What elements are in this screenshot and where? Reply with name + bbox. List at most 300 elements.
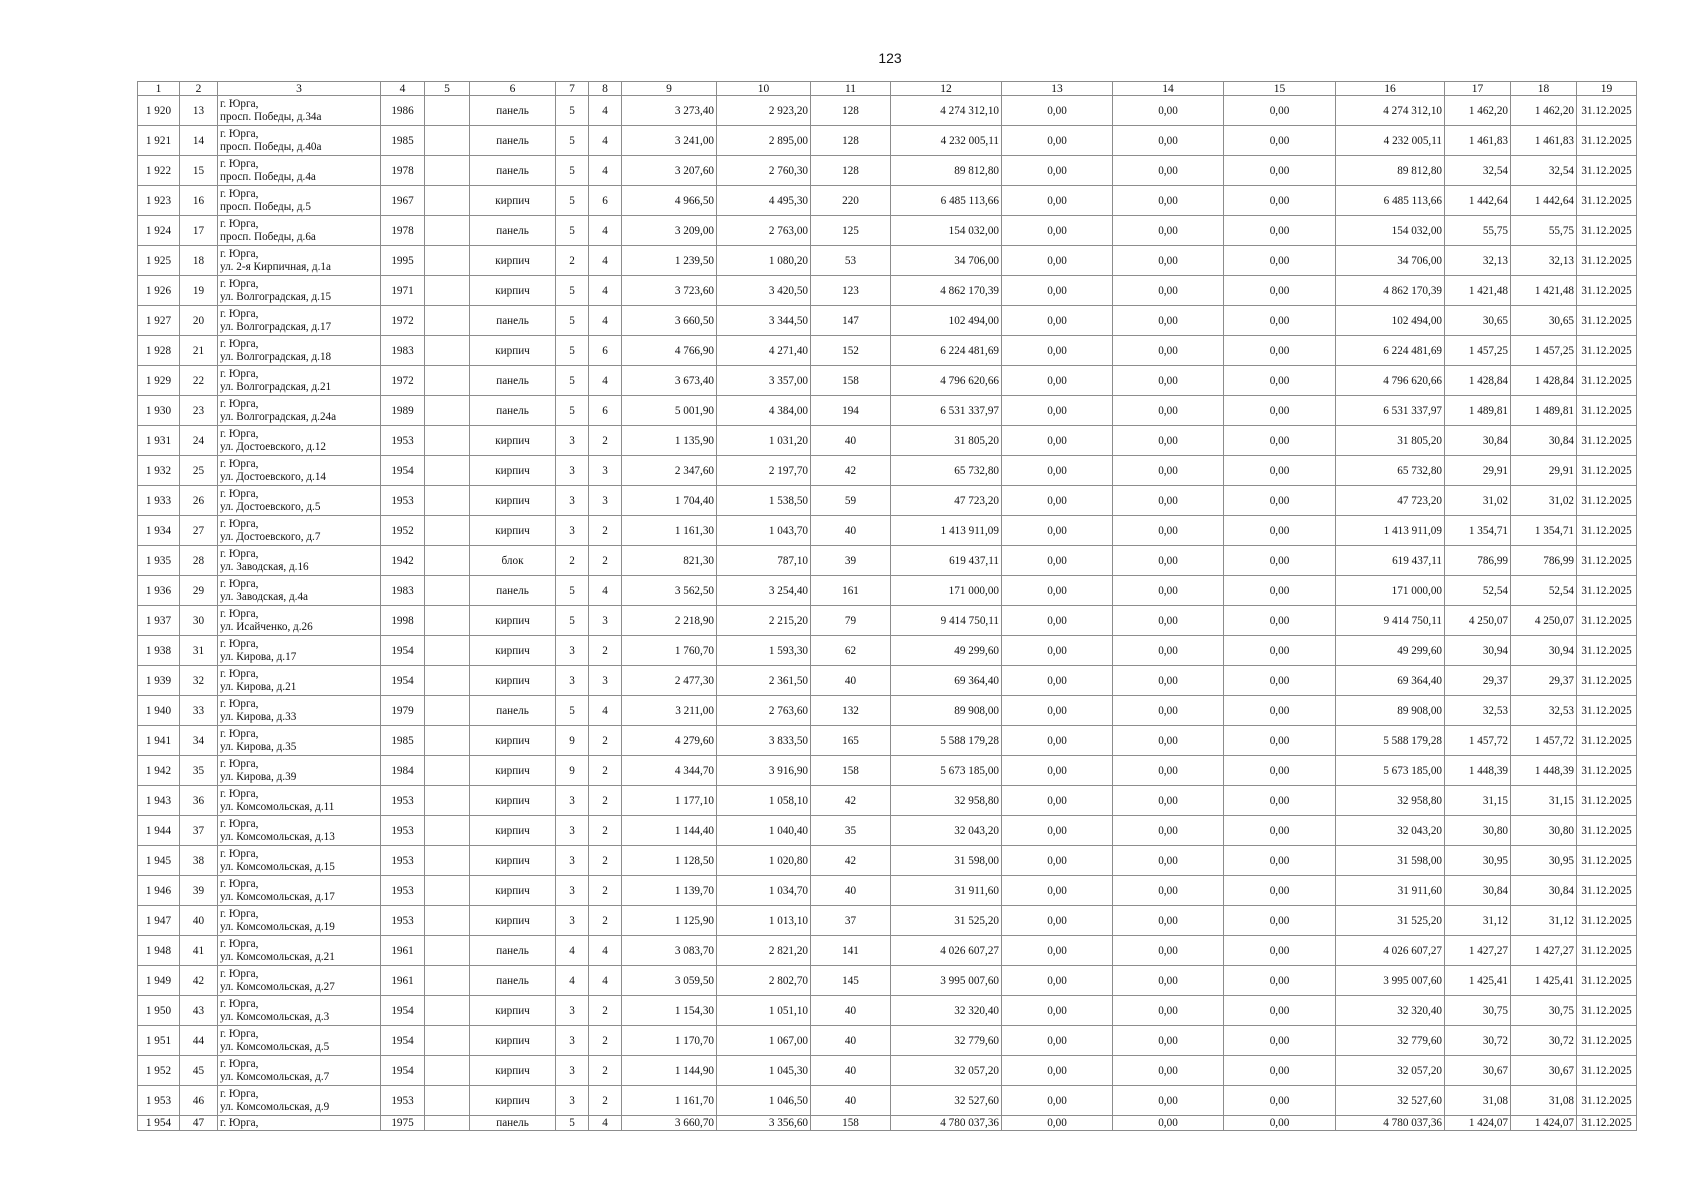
completion-date-cell: 31.12.2025: [1577, 846, 1637, 876]
residents-cell: 132: [811, 696, 891, 726]
table-row: [138, 666, 1637, 696]
limit-per-sqm-cell: 31,02: [1511, 486, 1577, 516]
fund-cost-cell: 32 057,20: [1336, 1056, 1445, 1086]
address-cell: [218, 276, 381, 306]
total-cost-cell: 31 598,00: [891, 846, 1002, 876]
table-row: [138, 456, 1637, 486]
living-area-cell: 3 420,50: [717, 276, 811, 306]
limit-per-sqm-cell: 30,84: [1511, 876, 1577, 906]
row-number-cell: 1 926: [138, 276, 180, 306]
floors-cell: 3: [556, 1026, 589, 1056]
year-built-cell: 1971: [381, 276, 425, 306]
entrances-cell: 4: [589, 246, 622, 276]
cost-col-13-cell: 0,00: [1002, 756, 1113, 786]
year-reconstructed-cell: [425, 936, 470, 966]
residents-cell: 128: [811, 126, 891, 156]
total-cost-cell: 6 485 113,66: [891, 186, 1002, 216]
cost-per-sqm-cell: 1 457,25: [1445, 336, 1511, 366]
residents-cell: 147: [811, 306, 891, 336]
wall-material-cell: кирпич: [470, 186, 556, 216]
residents-cell: 62: [811, 636, 891, 666]
limit-per-sqm-cell: 30,95: [1511, 846, 1577, 876]
item-number-cell: 46: [180, 1086, 218, 1116]
wall-material-cell: кирпич: [470, 486, 556, 516]
cost-col-15-cell: 0,00: [1224, 846, 1336, 876]
fund-cost-cell: 89 812,80: [1336, 156, 1445, 186]
wall-material-cell: кирпич: [470, 1086, 556, 1116]
fund-cost-cell: 4 232 005,11: [1336, 126, 1445, 156]
total-cost-cell: 6 531 337,97: [891, 396, 1002, 426]
cost-per-sqm-cell: 30,94: [1445, 636, 1511, 666]
entrances-cell: 4: [589, 696, 622, 726]
completion-date-cell: 31.12.2025: [1577, 156, 1637, 186]
cost-col-14-cell: 0,00: [1113, 216, 1224, 246]
year-reconstructed-cell: [425, 1116, 470, 1131]
completion-date-cell: 31.12.2025: [1577, 246, 1637, 276]
limit-per-sqm-cell: 32,53: [1511, 696, 1577, 726]
completion-date-cell: 31.12.2025: [1577, 906, 1637, 936]
cost-per-sqm-cell: 4 250,07: [1445, 606, 1511, 636]
entrances-cell: 2: [589, 1086, 622, 1116]
living-area-cell: 4 384,00: [717, 396, 811, 426]
entrances-cell: 2: [589, 996, 622, 1026]
cost-col-14-cell: 0,00: [1113, 636, 1224, 666]
row-number-cell: 1 943: [138, 786, 180, 816]
address-city: г. Юрга,: [220, 577, 259, 590]
cost-col-13-cell: 0,00: [1002, 516, 1113, 546]
address-cell: [218, 426, 381, 456]
address-city: г. Юрга,: [220, 337, 259, 350]
entrances-cell: 2: [589, 636, 622, 666]
address-city: г. Юрга,: [220, 787, 259, 800]
residents-cell: 40: [811, 1056, 891, 1086]
year-reconstructed-cell: [425, 966, 470, 996]
cost-col-14-cell: 0,00: [1113, 1116, 1224, 1131]
address-street: просп. Победы, д.4а: [220, 170, 316, 183]
year-reconstructed-cell: [425, 456, 470, 486]
limit-per-sqm-cell: 1 354,71: [1511, 516, 1577, 546]
fund-cost-cell: 65 732,80: [1336, 456, 1445, 486]
year-reconstructed-cell: [425, 396, 470, 426]
address-city: г. Юрга,: [220, 757, 259, 770]
cost-col-15-cell: 0,00: [1224, 156, 1336, 186]
year-reconstructed-cell: [425, 276, 470, 306]
total-area-cell: 4 966,50: [622, 186, 717, 216]
living-area-cell: 3 254,40: [717, 576, 811, 606]
living-area-cell: 3 833,50: [717, 726, 811, 756]
completion-date-cell: 31.12.2025: [1577, 726, 1637, 756]
cost-col-15-cell: 0,00: [1224, 696, 1336, 726]
cost-col-15-cell: 0,00: [1224, 96, 1336, 126]
item-number-cell: 31: [180, 636, 218, 666]
address-cell: [218, 96, 381, 126]
cost-col-13-cell: 0,00: [1002, 216, 1113, 246]
wall-material-cell: панель: [470, 1116, 556, 1131]
cost-per-sqm-cell: 30,75: [1445, 996, 1511, 1026]
cost-col-13-cell: 0,00: [1002, 366, 1113, 396]
total-area-cell: 1 144,90: [622, 1056, 717, 1086]
residents-cell: 53: [811, 246, 891, 276]
cost-col-15-cell: 0,00: [1224, 276, 1336, 306]
item-number-cell: 45: [180, 1056, 218, 1086]
fund-cost-cell: 31 598,00: [1336, 846, 1445, 876]
cost-col-15-cell: 0,00: [1224, 936, 1336, 966]
cost-per-sqm-cell: 29,91: [1445, 456, 1511, 486]
cost-col-15-cell: 0,00: [1224, 636, 1336, 666]
residents-cell: 40: [811, 1026, 891, 1056]
address-street: ул. Волгоградская, д.24а: [220, 410, 337, 423]
address-city: г. Юрга,: [220, 1116, 259, 1129]
table-row: [138, 306, 1637, 336]
table-row: [138, 126, 1637, 156]
total-cost-cell: 49 299,60: [891, 636, 1002, 666]
cost-col-14-cell: 0,00: [1113, 456, 1224, 486]
limit-per-sqm-cell: 30,75: [1511, 996, 1577, 1026]
address-city: г. Юрга,: [220, 217, 259, 230]
fund-cost-cell: 3 995 007,60: [1336, 966, 1445, 996]
address-city: г. Юрга,: [220, 1057, 259, 1070]
address-city: г. Юрга,: [220, 967, 259, 980]
floors-cell: 3: [556, 786, 589, 816]
table-row: [138, 516, 1637, 546]
table-row: [138, 636, 1637, 666]
fund-cost-cell: 619 437,11: [1336, 546, 1445, 576]
completion-date-cell: 31.12.2025: [1577, 306, 1637, 336]
wall-material-cell: панель: [470, 966, 556, 996]
item-number-cell: 20: [180, 306, 218, 336]
address-cell: [218, 456, 381, 486]
floors-cell: 4: [556, 936, 589, 966]
address-street: ул. Кирова, д.35: [220, 740, 297, 753]
column-header-17: 17: [1445, 82, 1511, 96]
year-built-cell: 1998: [381, 606, 425, 636]
address-street: ул. Волгоградская, д.17: [220, 320, 332, 333]
address-cell: [218, 726, 381, 756]
completion-date-cell: 31.12.2025: [1577, 696, 1637, 726]
address-city: г. Юрга,: [220, 997, 259, 1010]
year-reconstructed-cell: [425, 636, 470, 666]
total-cost-cell: 5 588 179,28: [891, 726, 1002, 756]
completion-date-cell: 31.12.2025: [1577, 186, 1637, 216]
residents-cell: 161: [811, 576, 891, 606]
item-number-cell: 47: [180, 1116, 218, 1131]
fund-cost-cell: 32 779,60: [1336, 1026, 1445, 1056]
limit-per-sqm-cell: 1 424,07: [1511, 1116, 1577, 1131]
address-street: ул. Комсомольская, д.27: [220, 980, 335, 993]
year-built-cell: 1942: [381, 546, 425, 576]
limit-per-sqm-cell: 1 489,81: [1511, 396, 1577, 426]
limit-per-sqm-cell: 30,84: [1511, 426, 1577, 456]
floors-cell: 9: [556, 726, 589, 756]
floors-cell: 5: [556, 216, 589, 246]
limit-per-sqm-cell: 29,91: [1511, 456, 1577, 486]
cost-col-15-cell: 0,00: [1224, 456, 1336, 486]
cost-per-sqm-cell: 1 428,84: [1445, 366, 1511, 396]
cost-col-14-cell: 0,00: [1113, 756, 1224, 786]
item-number-cell: 27: [180, 516, 218, 546]
cost-col-13-cell: 0,00: [1002, 996, 1113, 1026]
fund-cost-cell: 69 364,40: [1336, 666, 1445, 696]
total-area-cell: 3 673,40: [622, 366, 717, 396]
completion-date-cell: 31.12.2025: [1577, 426, 1637, 456]
address-city: г. Юрга,: [220, 247, 259, 260]
residents-cell: 40: [811, 1086, 891, 1116]
address-cell: [218, 786, 381, 816]
limit-per-sqm-cell: 1 425,41: [1511, 966, 1577, 996]
item-number-cell: 18: [180, 246, 218, 276]
total-cost-cell: 31 525,20: [891, 906, 1002, 936]
wall-material-cell: кирпич: [470, 666, 556, 696]
item-number-cell: 25: [180, 456, 218, 486]
wall-material-cell: кирпич: [470, 816, 556, 846]
table-row: [138, 546, 1637, 576]
column-header-15: 15: [1224, 82, 1336, 96]
column-header-18: 18: [1511, 82, 1577, 96]
floors-cell: 5: [556, 336, 589, 366]
floors-cell: 3: [556, 666, 589, 696]
year-built-cell: 1954: [381, 1056, 425, 1086]
limit-per-sqm-cell: 31,12: [1511, 906, 1577, 936]
address-street: ул. Комсомольская, д.11: [220, 800, 335, 813]
entrances-cell: 2: [589, 726, 622, 756]
address-city: г. Юрга,: [220, 607, 259, 620]
year-reconstructed-cell: [425, 996, 470, 1026]
cost-per-sqm-cell: 30,80: [1445, 816, 1511, 846]
fund-cost-cell: 31 911,60: [1336, 876, 1445, 906]
floors-cell: 3: [556, 426, 589, 456]
total-area-cell: 1 760,70: [622, 636, 717, 666]
completion-date-cell: 31.12.2025: [1577, 786, 1637, 816]
cost-col-14-cell: 0,00: [1113, 516, 1224, 546]
address-cell: [218, 1116, 381, 1131]
row-number-cell: 1 954: [138, 1116, 180, 1131]
row-number-cell: 1 951: [138, 1026, 180, 1056]
cost-col-15-cell: 0,00: [1224, 1056, 1336, 1086]
wall-material-cell: панель: [470, 156, 556, 186]
table-row: [138, 786, 1637, 816]
fund-cost-cell: 4 026 607,27: [1336, 936, 1445, 966]
living-area-cell: 3 356,60: [717, 1116, 811, 1131]
living-area-cell: 787,10: [717, 546, 811, 576]
cost-col-13-cell: 0,00: [1002, 456, 1113, 486]
living-area-cell: 1 020,80: [717, 846, 811, 876]
year-built-cell: 1983: [381, 336, 425, 366]
cost-per-sqm-cell: 1 354,71: [1445, 516, 1511, 546]
item-number-cell: 22: [180, 366, 218, 396]
year-built-cell: 1953: [381, 846, 425, 876]
address-city: г. Юрга,: [220, 727, 259, 740]
address-street: ул. Кирова, д.39: [220, 770, 297, 783]
completion-date-cell: 31.12.2025: [1577, 396, 1637, 426]
total-area-cell: 3 241,00: [622, 126, 717, 156]
address-street: ул. Исайченко, д.26: [220, 620, 313, 633]
row-number-cell: 1 924: [138, 216, 180, 246]
address-cell: [218, 216, 381, 246]
year-built-cell: 1953: [381, 906, 425, 936]
cost-col-13-cell: 0,00: [1002, 426, 1113, 456]
address-street: ул. Кирова, д.17: [220, 650, 297, 663]
item-number-cell: 38: [180, 846, 218, 876]
fund-cost-cell: 34 706,00: [1336, 246, 1445, 276]
cost-col-15-cell: 0,00: [1224, 666, 1336, 696]
cost-col-14-cell: 0,00: [1113, 696, 1224, 726]
cost-per-sqm-cell: 32,13: [1445, 246, 1511, 276]
table-row: [138, 366, 1637, 396]
address-cell: [218, 966, 381, 996]
fund-cost-cell: 4 274 312,10: [1336, 96, 1445, 126]
row-number-cell: 1 945: [138, 846, 180, 876]
cost-per-sqm-cell: 1 489,81: [1445, 396, 1511, 426]
row-number-cell: 1 934: [138, 516, 180, 546]
cost-col-14-cell: 0,00: [1113, 816, 1224, 846]
fund-cost-cell: 31 525,20: [1336, 906, 1445, 936]
limit-per-sqm-cell: 1 448,39: [1511, 756, 1577, 786]
item-number-cell: 15: [180, 156, 218, 186]
year-reconstructed-cell: [425, 756, 470, 786]
residents-cell: 165: [811, 726, 891, 756]
cost-col-13-cell: 0,00: [1002, 486, 1113, 516]
residents-cell: 145: [811, 966, 891, 996]
limit-per-sqm-cell: 1 421,48: [1511, 276, 1577, 306]
table-row: [138, 576, 1637, 606]
table-row: [138, 216, 1637, 246]
completion-date-cell: 31.12.2025: [1577, 1026, 1637, 1056]
floors-cell: 5: [556, 366, 589, 396]
address-city: г. Юрга,: [220, 397, 259, 410]
living-area-cell: 1 034,70: [717, 876, 811, 906]
cost-col-13-cell: 0,00: [1002, 306, 1113, 336]
item-number-cell: 23: [180, 396, 218, 426]
year-reconstructed-cell: [425, 606, 470, 636]
address-cell: [218, 306, 381, 336]
residents-cell: 42: [811, 846, 891, 876]
total-cost-cell: 6 224 481,69: [891, 336, 1002, 366]
total-area-cell: 1 125,90: [622, 906, 717, 936]
cost-col-15-cell: 0,00: [1224, 546, 1336, 576]
residents-cell: 37: [811, 906, 891, 936]
completion-date-cell: 31.12.2025: [1577, 276, 1637, 306]
cost-col-14-cell: 0,00: [1113, 1056, 1224, 1086]
cost-per-sqm-cell: 29,37: [1445, 666, 1511, 696]
limit-per-sqm-cell: 30,72: [1511, 1026, 1577, 1056]
row-number-cell: 1 953: [138, 1086, 180, 1116]
cost-col-15-cell: 0,00: [1224, 756, 1336, 786]
year-reconstructed-cell: [425, 156, 470, 186]
table-row: [138, 156, 1637, 186]
living-area-cell: 1 067,00: [717, 1026, 811, 1056]
living-area-cell: 2 760,30: [717, 156, 811, 186]
entrances-cell: 3: [589, 666, 622, 696]
wall-material-cell: панель: [470, 696, 556, 726]
wall-material-cell: кирпич: [470, 606, 556, 636]
item-number-cell: 21: [180, 336, 218, 366]
item-number-cell: 43: [180, 996, 218, 1026]
living-area-cell: 3 916,90: [717, 756, 811, 786]
living-area-cell: 2 361,50: [717, 666, 811, 696]
year-built-cell: 1954: [381, 666, 425, 696]
total-area-cell: 3 059,50: [622, 966, 717, 996]
total-cost-cell: 32 779,60: [891, 1026, 1002, 1056]
column-header-2: 2: [180, 82, 218, 96]
year-reconstructed-cell: [425, 816, 470, 846]
wall-material-cell: кирпич: [470, 456, 556, 486]
cost-col-15-cell: 0,00: [1224, 966, 1336, 996]
item-number-cell: 28: [180, 546, 218, 576]
fund-cost-cell: 47 723,20: [1336, 486, 1445, 516]
cost-col-14-cell: 0,00: [1113, 396, 1224, 426]
year-built-cell: 1953: [381, 786, 425, 816]
table-row: [138, 876, 1637, 906]
living-area-cell: 1 040,40: [717, 816, 811, 846]
total-area-cell: 3 660,70: [622, 1116, 717, 1131]
cost-col-14-cell: 0,00: [1113, 306, 1224, 336]
year-built-cell: 1978: [381, 156, 425, 186]
address-city: г. Юрга,: [220, 667, 259, 680]
year-built-cell: 1953: [381, 426, 425, 456]
address-street: ул. Комсомольская, д.19: [220, 920, 335, 933]
row-number-cell: 1 940: [138, 696, 180, 726]
cost-col-14-cell: 0,00: [1113, 426, 1224, 456]
year-built-cell: 1954: [381, 996, 425, 1026]
residents-cell: 128: [811, 156, 891, 186]
total-cost-cell: 1 413 911,09: [891, 516, 1002, 546]
cost-col-15-cell: 0,00: [1224, 246, 1336, 276]
cost-col-13-cell: 0,00: [1002, 966, 1113, 996]
cost-col-13-cell: 0,00: [1002, 1086, 1113, 1116]
year-reconstructed-cell: [425, 1026, 470, 1056]
total-area-cell: 3 660,50: [622, 306, 717, 336]
total-area-cell: 1 161,70: [622, 1086, 717, 1116]
entrances-cell: 4: [589, 306, 622, 336]
item-number-cell: 44: [180, 1026, 218, 1056]
year-reconstructed-cell: [425, 126, 470, 156]
cost-col-15-cell: 0,00: [1224, 516, 1336, 546]
completion-date-cell: 31.12.2025: [1577, 1116, 1637, 1131]
living-area-cell: 1 051,10: [717, 996, 811, 1026]
cost-col-13-cell: 0,00: [1002, 786, 1113, 816]
row-number-cell: 1 938: [138, 636, 180, 666]
living-area-cell: 2 821,20: [717, 936, 811, 966]
limit-per-sqm-cell: 1 442,64: [1511, 186, 1577, 216]
total-cost-cell: 4 862 170,39: [891, 276, 1002, 306]
table-header: [138, 82, 1637, 96]
row-number-cell: 1 932: [138, 456, 180, 486]
completion-date-cell: 31.12.2025: [1577, 606, 1637, 636]
address-street: ул. Комсомольская, д.3: [220, 1010, 330, 1023]
year-built-cell: 1975: [381, 1116, 425, 1131]
residents-cell: 158: [811, 1116, 891, 1131]
total-cost-cell: 31 911,60: [891, 876, 1002, 906]
cost-col-15-cell: 0,00: [1224, 606, 1336, 636]
cost-col-14-cell: 0,00: [1113, 1086, 1224, 1116]
living-area-cell: 2 215,20: [717, 606, 811, 636]
address-street: ул. Волгоградская, д.18: [220, 350, 332, 363]
entrances-cell: 2: [589, 1026, 622, 1056]
year-reconstructed-cell: [425, 846, 470, 876]
wall-material-cell: панель: [470, 126, 556, 156]
cost-per-sqm-cell: 30,65: [1445, 306, 1511, 336]
address-cell: [218, 906, 381, 936]
year-reconstructed-cell: [425, 246, 470, 276]
cost-per-sqm-cell: 1 462,20: [1445, 96, 1511, 126]
entrances-cell: 4: [589, 126, 622, 156]
floors-cell: 3: [556, 1086, 589, 1116]
floors-cell: 5: [556, 396, 589, 426]
floors-cell: 5: [556, 126, 589, 156]
living-area-cell: 1 080,20: [717, 246, 811, 276]
column-header-14: 14: [1113, 82, 1224, 96]
fund-cost-cell: 49 299,60: [1336, 636, 1445, 666]
